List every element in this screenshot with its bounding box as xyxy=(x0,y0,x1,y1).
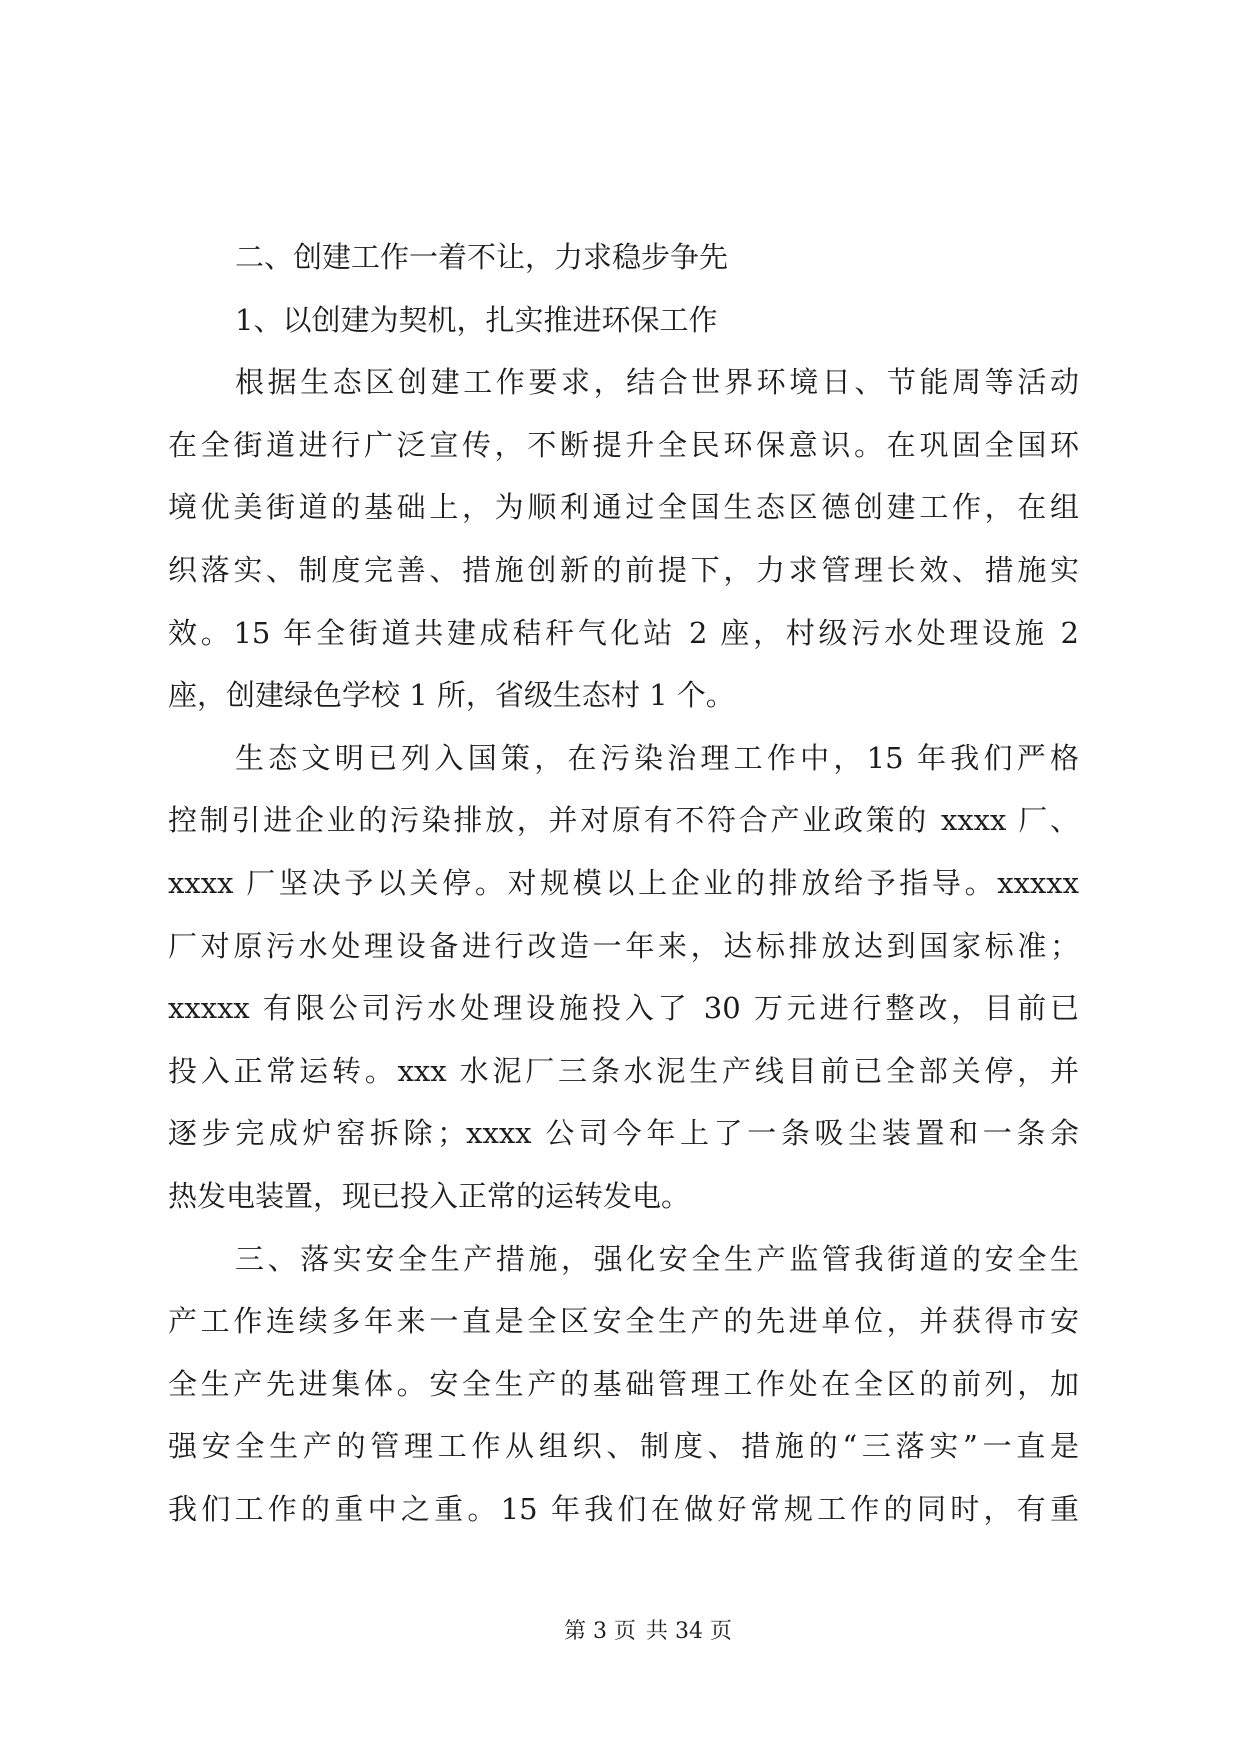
page-total: 共 34 页 xyxy=(646,1619,732,1644)
paragraph-line: xxxxx 有限公司污水处理设施投入了 30 万元进行整改，目前已 xyxy=(168,991,1079,1026)
paragraph-line: 织落实、制度完善、措施创新的前提下，力求管理长效、措施实 xyxy=(168,552,1079,587)
paragraph-line: 效。15 年全街道共建成秸秆气化站 2 座，村级污水处理设施 2 xyxy=(168,615,1079,650)
paragraph-line: xxxx 厂坚决予以关停。对规模以上企业的排放给予指导。xxxxx xyxy=(168,865,1079,900)
paragraph-eco-creation xyxy=(168,351,1079,727)
paragraph-line: 产工作连续多年来一直是全区安全生产的先进单位，并获得市安 xyxy=(168,1304,1079,1339)
paragraph-line: 我们工作的重中之重。15 年我们在做好常规工作的同时，有重 xyxy=(168,1491,1079,1526)
page-footer xyxy=(548,1617,748,1647)
paragraph-line: 控制引进企业的污染排放，并对原有不符合产业政策的 xxxx 厂、 xyxy=(168,803,1079,838)
paragraph-line: 热发电装置，现已投入正常的运转发电。 xyxy=(168,1178,691,1213)
paragraph-pollution-control xyxy=(168,727,1079,1228)
paragraph-line: 全生产先进集体。安全生产的基础管理工作处在全区的前列，加 xyxy=(168,1366,1079,1401)
paragraph-line: 在全街道进行广泛宣传，不断提升全民环保意识。在巩固全国环 xyxy=(168,427,1079,462)
paragraph-line: 逐步完成炉窑拆除；xxxx 公司今年上了一条吸尘装置和一条余 xyxy=(168,1116,1079,1151)
paragraph-line: 境优美街道的基础上，为顺利通过全国生态区德创建工作，在组 xyxy=(168,490,1079,525)
page-number: 第 3 页 xyxy=(564,1619,636,1644)
subsection-heading: 1、以创建为契机，扎实推进环保工作 xyxy=(235,302,718,337)
paragraph-line: 生态文明已列入国策，在污染治理工作中，15 年我们严格 xyxy=(235,740,1079,775)
paragraph-line: 强安全生产的管理工作从组织、制度、措施的“三落实”一直是 xyxy=(168,1429,1079,1464)
section-heading: 二、创建工作一着不让，力求稳步争先 xyxy=(235,240,729,274)
paragraph-line: 厂对原污水处理设备进行改造一年来，达标排放达到国家标准； xyxy=(168,928,1079,963)
paragraph-line: 投入正常运转。xxx 水泥厂三条水泥生产线目前已全部关停，并 xyxy=(168,1053,1079,1088)
paragraph-line: 座，创建绿色学校 1 所，省级生态村 1 个。 xyxy=(168,678,735,713)
paragraph-safety-production xyxy=(168,1228,1079,1541)
paragraph-line: 根据生态区创建工作要求，结合世界环境日、节能周等活动 xyxy=(235,365,1079,400)
paragraph-line: 三、落实安全生产措施，强化安全生产监管我街道的安全生 xyxy=(235,1241,1079,1276)
document-body xyxy=(168,226,1079,1540)
